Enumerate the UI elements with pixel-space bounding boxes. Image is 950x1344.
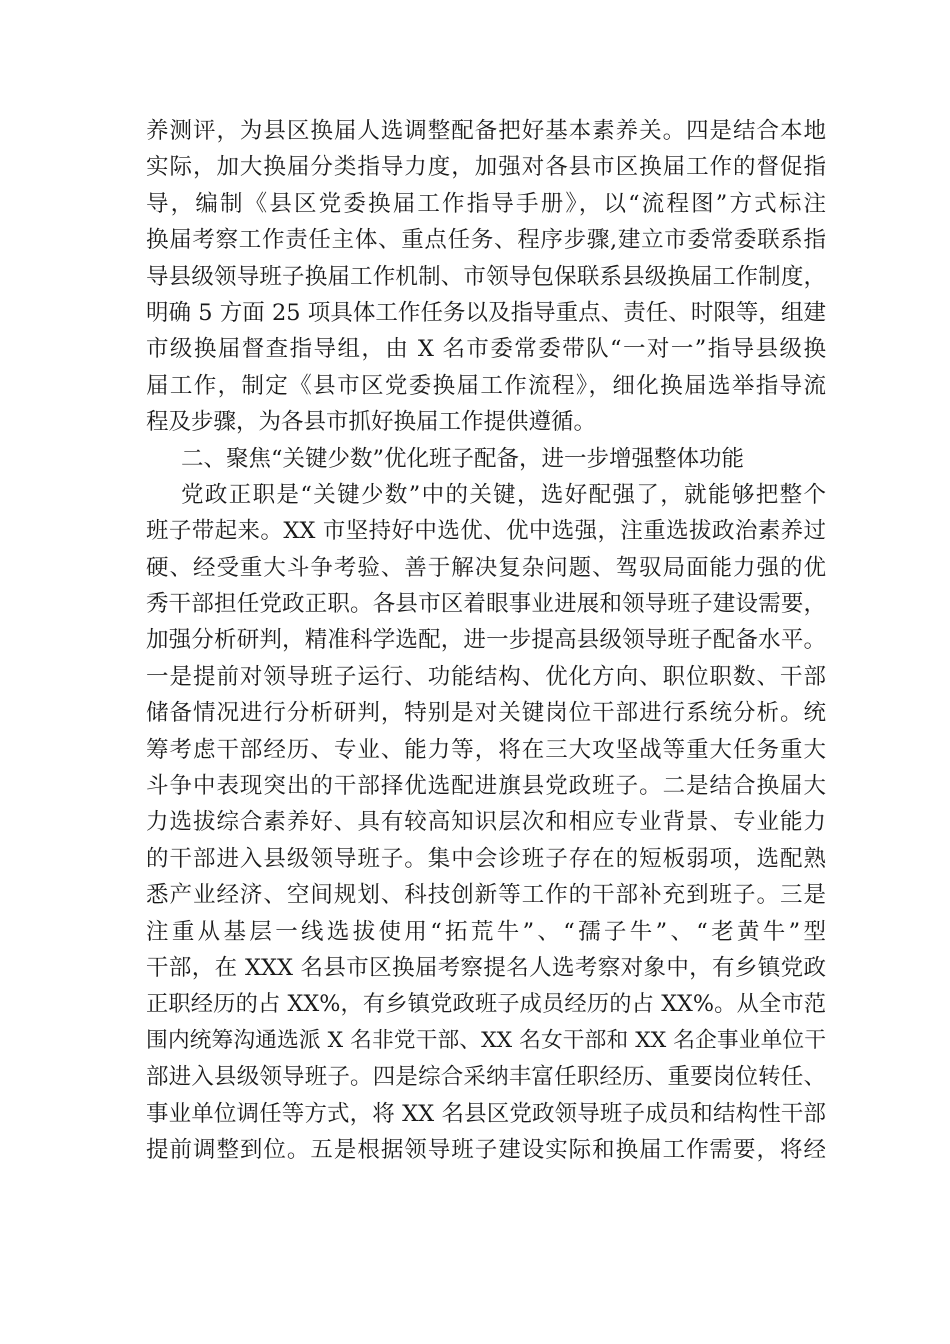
paragraph-line: 硬、经受重大斗争考验、善于解决复杂问题、驾驭局面能力强的优 [146, 554, 826, 581]
paragraph-line: 导县级领导班子换届工作机制、市领导包保联系县级换届工作制度， [146, 263, 826, 290]
paragraph-line: 储备情况进行分析研判，特别是对关键岗位干部进行系统分析。统 [146, 700, 826, 727]
paragraph-line: 党政正职是“关键少数”中的关键，选好配强了，就能够把整个 [181, 481, 826, 508]
paragraph-line: 注重从基层一线选拔使用“拓荒牛”、“孺子牛”、“老黄牛”型 [146, 918, 826, 945]
paragraph-line: 斗争中表现突出的干部择优选配进旗县党政班子。二是结合换届大 [146, 773, 826, 800]
paragraph-line: 的干部进入县级领导班子。集中会诊班子存在的短板弱项，选配熟 [146, 845, 826, 872]
paragraph-line: 养测评，为县区换届人选调整配备把好基本素养关。四是结合本地 [146, 118, 826, 144]
paragraph-line: 导，编制《县区党委换届工作指导手册》，以“流程图”方式标注 [146, 190, 826, 217]
paragraph-line: 围内统筹沟通选派 X 名非党干部、XX 名女干部和 XX 名企事业单位干 [146, 1027, 826, 1053]
paragraph-line: 实际，加大换届分类指导力度，加强对各县市区换届工作的督促指 [146, 154, 826, 181]
paragraph-line: 筹考虑干部经历、专业、能力等，将在三大攻坚战等重大任务重大 [146, 736, 826, 763]
body-text [146, 113, 826, 1168]
paragraph-line: 明确 5 方面 25 项具体工作任务以及指导重点、责任、时限等，组建 [146, 299, 826, 326]
paragraph-line: 一是提前对领导班子运行、功能结构、优化方向、职位职数、干部 [146, 663, 826, 690]
paragraph-line: 力选拔综合素养好、具有较高知识层次和相应专业背景、专业能力 [146, 809, 826, 836]
paragraph-line: 悉产业经济、空间规划、科技创新等工作的干部补充到班子。三是 [146, 882, 826, 909]
section-heading: 二、聚焦“关键少数”优化班子配备，进一步增强整体功能 [181, 445, 745, 472]
paragraph-line: 届工作，制定《县市区党委换届工作流程》，细化换届选举指导流 [146, 372, 826, 399]
paragraph-line: 事业单位调任等方式，将 XX 名县区党政领导班子成员和结构性干部 [146, 1100, 826, 1127]
paragraph-line: 换届考察工作责任主体、重点任务、程序步骤,建立市委常委联系指 [146, 227, 826, 254]
paragraph-line: 干部，在 XXX 名县市区换届考察提名人选考察对象中，有乡镇党政 [146, 954, 826, 981]
paragraph-line: 提前调整到位。五是根据领导班子建设实际和换届工作需要，将经 [146, 1136, 826, 1163]
paragraph-line: 正职经历的占 XX%，有乡镇党政班子成员经历的占 XX%。从全市范 [146, 991, 826, 1018]
paragraph-line: 班子带起来。XX 市坚持好中选优、优中选强，注重选拔政治素养过 [146, 518, 826, 545]
paragraph-line: 加强分析研判，精准科学选配，进一步提高县级领导班子配备水平。 [146, 627, 826, 654]
paragraph-line: 秀干部担任党政正职。各县市区着眼事业进展和领导班子建设需要， [146, 591, 826, 618]
paragraph-line: 程及步骤，为各县市抓好换届工作提供遵循。 [146, 409, 597, 436]
paragraph-line: 部进入县级领导班子。四是综合采纳丰富任职经历、重要岗位转任、 [146, 1064, 826, 1091]
paragraph-line: 市级换届督查指导组，由 X 名市委常委带队“一对一”指导县级换 [146, 336, 826, 363]
